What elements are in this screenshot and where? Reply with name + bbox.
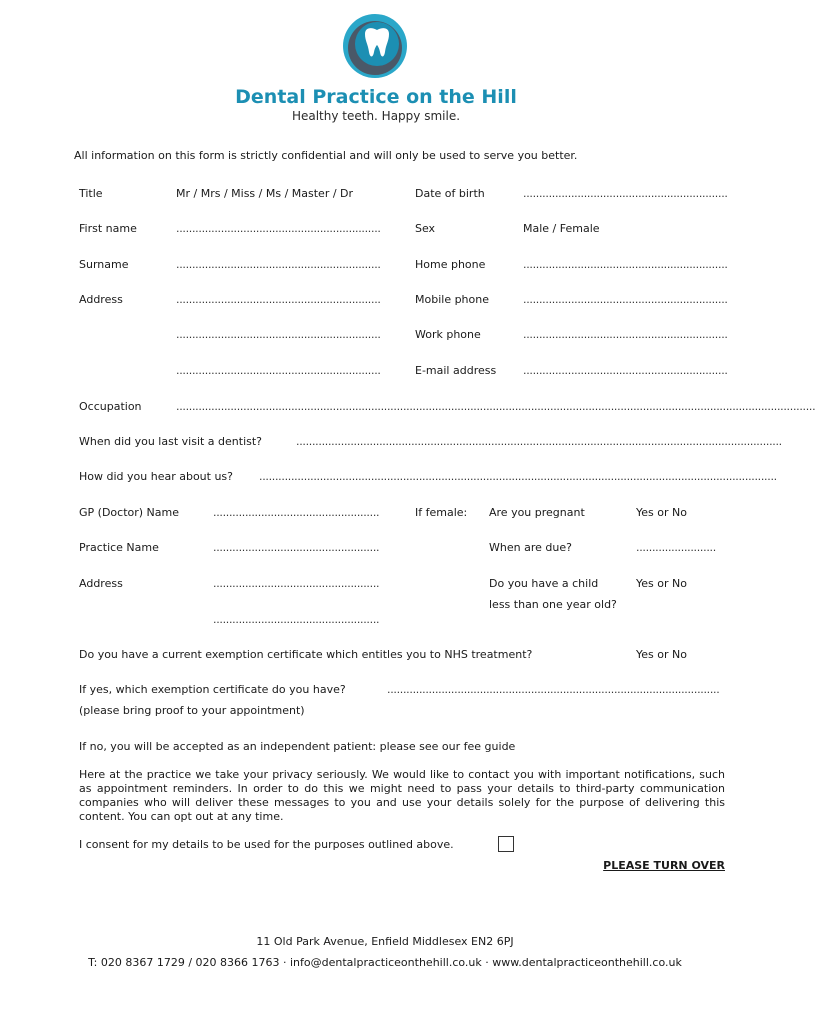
sex-options[interactable]: Male / Female <box>523 222 600 235</box>
gp-address-field-line1[interactable]: .................................................... <box>213 577 380 590</box>
occupation-label: Occupation <box>79 400 142 413</box>
pregnant-label: Are you pregnant <box>489 506 585 519</box>
brand-name: Dental Practice on the Hill <box>235 86 517 108</box>
independent-note: If no, you will be accepted as an independent patient: please see our fee guide <box>79 740 516 753</box>
turn-over-note: PLEASE TURN OVER <box>603 859 725 872</box>
child-label-1: Do you have a child <box>489 577 599 590</box>
child-label-2: less than one year old? <box>489 598 617 611</box>
consent-label: I consent for my details to be used for the purposes outlined above. <box>79 838 454 851</box>
heard-field[interactable]: .................................................................................................................................................................. <box>259 470 777 483</box>
dob-field[interactable]: ................................................................ <box>523 187 728 200</box>
last-visit-field[interactable]: ........................................................................................................................................................ <box>296 435 782 448</box>
dob-label: Date of birth <box>415 187 485 200</box>
when-due-field[interactable]: ......................... <box>636 541 716 554</box>
when-due-label: When are due? <box>489 541 572 554</box>
child-options[interactable]: Yes or No <box>636 577 687 590</box>
gp-address-label: Address <box>79 577 123 590</box>
address-label: Address <box>79 293 123 306</box>
occupation-field[interactable]: ........................................................................................................................................................................................................ <box>176 400 815 413</box>
workphone-label: Work phone <box>415 328 481 341</box>
tagline: Healthy teeth. Happy smile. <box>291 109 461 123</box>
which-cert-field[interactable]: ........................................................................................................ <box>387 683 720 696</box>
sex-label: Sex <box>415 222 436 235</box>
intro-text: All information on this form is strictly confidential and will only be used to serve you better. <box>74 149 578 162</box>
exemption-options[interactable]: Yes or No <box>636 648 687 661</box>
consent-checkbox[interactable] <box>498 836 514 852</box>
mobilephone-field[interactable]: ................................................................ <box>523 293 728 306</box>
gp-name-field[interactable]: .................................................... <box>213 506 380 519</box>
if-female-label: If female: <box>415 506 468 519</box>
exemption-question: Do you have a current exemption certificate which entitles you to NHS treatment? <box>79 648 533 661</box>
footer-contact: T: 020 8367 1729 / 020 8366 1763 · info@dentalpracticeonthehill.co.uk · www.dentalpracticeonthehill.co.uk <box>88 956 682 969</box>
surname-field[interactable]: ................................................................ <box>176 258 381 271</box>
heard-label: How did you hear about us? <box>79 470 233 483</box>
footer-address: 11 Old Park Avenue, Enfield Middlesex EN2 6PJ <box>256 935 514 948</box>
mobilephone-label: Mobile phone <box>415 293 490 306</box>
practice-name-label: Practice Name <box>79 541 159 554</box>
title-label: Title <box>79 187 103 200</box>
bring-proof-note: (please bring proof to your appointment) <box>79 704 305 717</box>
which-cert-label: If yes, which exemption certificate do you have? <box>79 683 346 696</box>
address-field-line1[interactable]: ................................................................ <box>176 293 381 306</box>
surname-label: Surname <box>79 258 129 271</box>
address-field-line2[interactable]: ................................................................ <box>176 328 381 341</box>
practice-name-field[interactable]: .................................................... <box>213 541 380 554</box>
firstname-field[interactable]: ................................................................ <box>176 222 381 235</box>
gp-name-label: GP (Doctor) Name <box>79 506 179 519</box>
privacy-text: Here at the practice we take your privacy seriously. We would like to contact you with important notifications, such as appointment reminders. In order to do this we might need to pass your details to third-party communication companies who will deliver these messages to you and use your details solely for the purpose of delivering this content. You can opt out at any time. <box>79 768 725 823</box>
address-field-line3[interactable]: ................................................................ <box>176 364 381 377</box>
gp-address-field-line2[interactable]: .................................................... <box>213 613 380 626</box>
email-label: E-mail address <box>415 364 497 377</box>
homephone-field[interactable]: ................................................................ <box>523 258 728 271</box>
firstname-label: First name <box>79 222 137 235</box>
title-options[interactable]: Mr / Mrs / Miss / Ms / Master / Dr <box>176 187 354 200</box>
tooth-logo-icon <box>339 14 411 82</box>
pregnant-options[interactable]: Yes or No <box>636 506 687 519</box>
email-field[interactable]: ................................................................ <box>523 364 728 377</box>
homephone-label: Home phone <box>415 258 486 271</box>
last-visit-label: When did you last visit a dentist? <box>79 435 263 448</box>
workphone-field[interactable]: ................................................................ <box>523 328 728 341</box>
